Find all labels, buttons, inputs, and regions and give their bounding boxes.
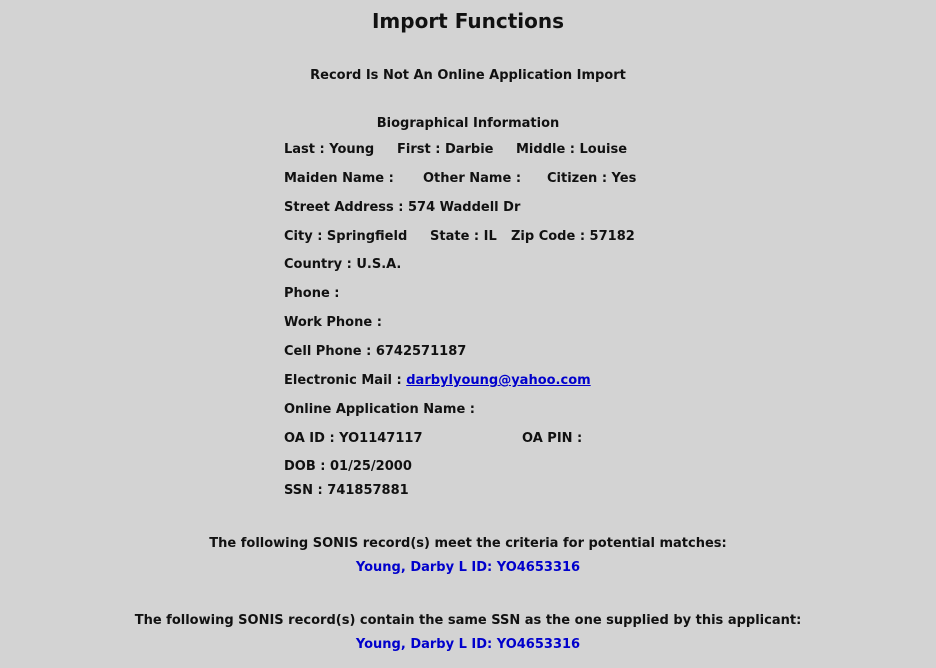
- country-field: Country : U.S.A.: [284, 257, 402, 272]
- phone-field: Phone :: [284, 286, 340, 301]
- email-link[interactable]: darbylyoung@yahoo.com: [406, 373, 591, 388]
- street-address-field: Street Address : 574 Waddell Dr: [284, 200, 521, 215]
- middle-name-field: Middle : Louise: [516, 142, 628, 157]
- work-phone-field: Work Phone :: [284, 315, 382, 330]
- email-row: [284, 373, 591, 388]
- potential-matches-heading: The following SONIS record(s) meet the criteria for potential matches:: [209, 536, 727, 551]
- email-label: Electronic Mail :: [284, 373, 402, 388]
- oa-pin-field: OA PIN :: [522, 431, 583, 446]
- zip-code-field: Zip Code : 57182: [511, 229, 635, 244]
- same-ssn-heading: The following SONIS record(s) contain the same SSN as the one supplied by this applicant:: [134, 613, 802, 628]
- maiden-name-field: Maiden Name :: [284, 171, 394, 186]
- potential-match-record: [0, 560, 936, 575]
- oa-row: [284, 431, 582, 446]
- alt-name-row: [284, 171, 636, 186]
- city-field: City : Springfield: [284, 229, 408, 244]
- same-ssn-match-link[interactable]: Young, Darby L ID: YO4653316: [355, 637, 581, 652]
- same-ssn-record: [0, 637, 936, 652]
- online-application-name-field: Online Application Name :: [284, 402, 476, 417]
- state-field: State : IL: [430, 229, 497, 244]
- city-row: [284, 229, 635, 244]
- ssn-field: SSN : 741857881: [284, 483, 409, 498]
- other-name-field: Other Name :: [423, 171, 522, 186]
- oa-id-field: OA ID : YO1147117: [284, 431, 423, 446]
- last-name-field: Last : Young: [284, 142, 375, 157]
- import-status-text: Record Is Not An Online Application Import: [310, 68, 626, 83]
- citizen-field: Citizen : Yes: [547, 171, 637, 186]
- dob-field: DOB : 01/25/2000: [284, 459, 412, 474]
- first-name-field: First : Darbie: [397, 142, 494, 157]
- cell-phone-field: Cell Phone : 6742571187: [284, 344, 467, 359]
- potential-match-link[interactable]: Young, Darby L ID: YO4653316: [355, 560, 581, 575]
- page-title: Import Functions: [371, 9, 565, 33]
- biographical-info-heading: Biographical Information: [376, 116, 560, 131]
- name-row: [284, 142, 627, 157]
